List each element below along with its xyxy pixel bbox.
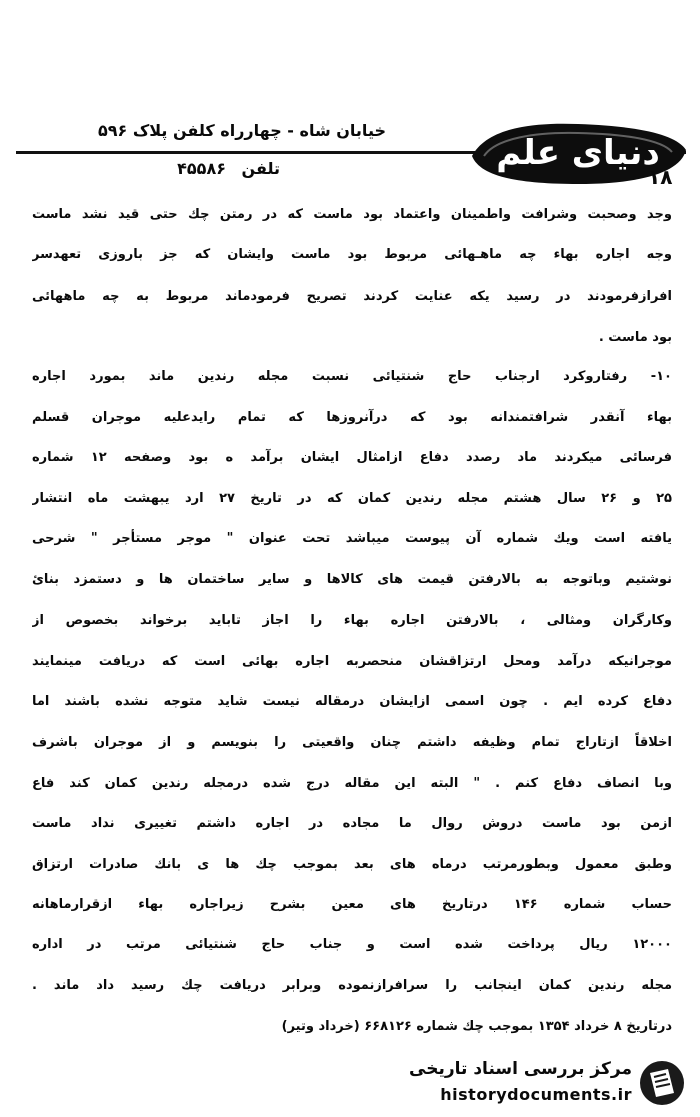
body-line: ازمن بود ماست دروش روال ما مجاده در اجاره داشتم تغییری نداد ماست [32, 816, 672, 831]
body-line: بود ماست . [598, 330, 672, 345]
body-line: ۱۲۰۰۰ ریال پرداخت شده است و جناب حاج شنتیائی مرتب در اداره [32, 937, 672, 952]
archive-logo-icon [638, 1059, 686, 1107]
body-line: افرازفرمودند در رسید یکه عنایت کردند تصریح فرمودماند مربوط به چه ماههائی [32, 289, 672, 304]
body-line: نوشتیم وباتوجه به بالارفتن قیمت های کالاها و سایر ساختمان ها و دستمزد بنائ [32, 572, 672, 587]
body-line: مجله رندین کمان اینجانب را سرافرازنموده وبرابر دریافت چك رسید داد ماند . [32, 978, 672, 993]
body-line: موجرانیکه درآمد ومحل ارتزاقشان منحصربه اجاره بهائی است که دریافت مینمایند [32, 654, 672, 669]
body-line: وبا انصاف دفاع کنم . " البته این مقاله درج شده درمجله رندین کمان کند فاع [32, 776, 672, 791]
watermark-title: مرکز بررسی اسناد تاریخی [409, 1059, 632, 1079]
body-line: اخلاقاً ازتاراج تمام وظیفه داشتم چنان واقعیتی را بنویسم و از موجران باشرف [32, 735, 672, 750]
page-number: ۱۸ [648, 165, 673, 189]
phone-number: ۴۵۵۸۶ [177, 159, 226, 178]
body-line: بهاء آنقدر شرافتمندانه بود که درآنروزها که تمام رایدعلیه موجران قسلم [32, 410, 672, 425]
body-line: یافته است ویك شماره آن پیوست میباشد تحت عنوان " موجر مستأجر " شرحی [32, 531, 672, 546]
header-address: خیابان شاه - چهارراه کلفن پلاک ۵۹۶ [97, 121, 386, 140]
body-line: حساب شماره ۱۴۶ درتاریخ های معین بشرح زیراجاره بهاء ازقرارماهانه [32, 897, 672, 912]
body-line: وجه اجاره بهاء چه ماهـهائی مربوط بود ماست وایشان که جز باروزی تعهدسر [32, 247, 672, 262]
header-phone [150, 159, 280, 183]
body-line: درتاریخ ۸ خرداد ۱۳۵۴ بموجب چك شماره ۶۶۸۱۲۶ (خرداد وتیر) [281, 1019, 672, 1034]
body-line: ۱۰- رفتاروکرد ارجناب حاج شنتیائی نسبت مجله رندین ماند بمورد اجاره [32, 369, 672, 384]
phone-label: تلفن [241, 159, 280, 178]
body-line: وجد وصحبت وشرافت واطمینان واعتماد بود ماست که در رمتن چك حتی قید نشد ماست [32, 207, 672, 222]
body-line: وطبق معمول وبطورمرتب درماه های بعد بموجب چك ها ی بانك صادرات ارتزاق [32, 857, 672, 872]
body-line: فرسائی میکردند ماد رصدد دفاع ازامثال ایشان برآمد ه بود وصفحه ۱۲ شماره [32, 450, 672, 465]
body-line: ۲۵ و ۲۶ سال هشتم مجله رندین کمان که در تاریخ ۲۷ ارد یبهشت ماه انتشار [32, 491, 672, 506]
body-line: دفاع کرده ایم . چون اسمی ازایشان درمقاله نیست شاید متوجه نشده باشند اما [32, 694, 672, 709]
archive-watermark [400, 1055, 690, 1111]
logo-text: دنیای علم [496, 133, 660, 173]
watermark-url: historydocuments.ir [440, 1085, 632, 1104]
body-line: وکارگران ومثالی ، بالارفتن اجاره بهاء را اجاز تاباید برخواند بخصوص از [32, 613, 672, 628]
